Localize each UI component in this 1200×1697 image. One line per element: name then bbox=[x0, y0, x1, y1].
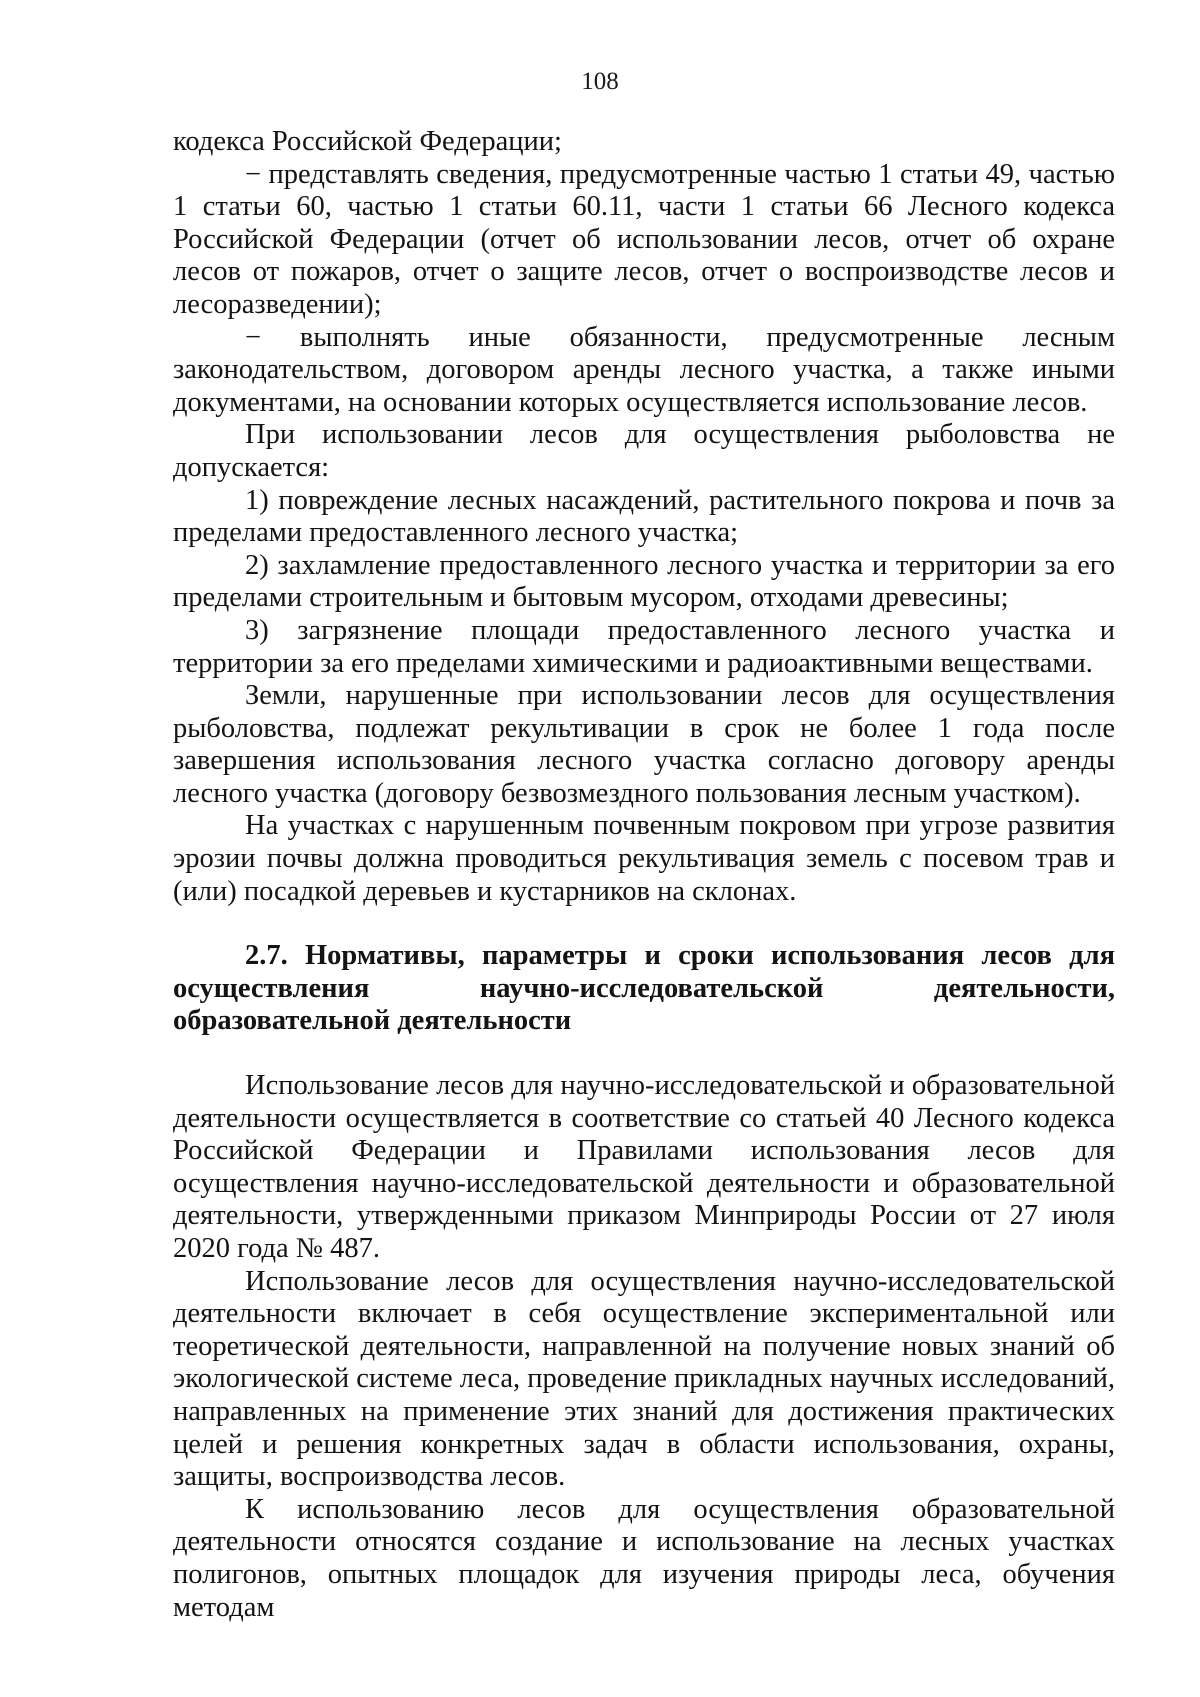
paragraph-fishing-prohibitions: При использовании лесов для осуществления рыболовства не допускается: bbox=[173, 419, 1115, 483]
list-item-littering: 2) захламление предоставленного лесного участка и территории за его пределами строительным и бытовым мусором, отходами древесины; bbox=[173, 549, 1115, 614]
paragraph-research-legal-basis: Использование лесов для научно-исследовательской и образовательной деятельности осуществляется в соответствие со статьей 40 Лесного кодекса Российской Федерации и Правилами использования лесов для осуществления научно-исследовательской деятельности и образовательной деятельности, утвержденными приказом Минприроды России от 27 июля 2020 года № 487. bbox=[173, 1070, 1115, 1264]
paragraph-research-definition: Использование лесов для осуществления научно-исследовательской деятельности включает в себя осуществление экспериментальной или теоретической деятельности, направленной на получение новых знаний об экологической системе леса, проведение прикладных научных исследований, направленных на применение этих знаний для достижения практических целей и решения конкретных задач в области использования, охраны, защиты, воспроизводства лесов. bbox=[173, 1265, 1115, 1493]
list-item-pollution: 3) загрязнение площади предостaвленного лесного участка и территории за его пределами химическими и радиоактивными веществами. bbox=[173, 614, 1115, 679]
page-number: 108 bbox=[581, 68, 619, 95]
paragraph-obligation-reports: − представлять сведения, предусмотренные частью 1 статьи 49, частью 1 статьи 60, частью 1 статьи 60.11, части 1 статьи 66 Лесного кодекса Российской Федерации (отчет об использовании лесов, отчет об охране лесов от пожаров, отчет о защите лесов, отчет о воспроизводстве лесов и лесоразведении); bbox=[173, 158, 1115, 320]
paragraph-obligation-other: − выполнять иные обязанности, предусмотренные лесным законодательством, договором аренды лесного участка, а также иными документами, на основании которых осуществляется использование лесов. bbox=[173, 321, 1115, 418]
paragraph-erosion: На участках с нарушенным почвенным покровом при угрозе развития эрозии почвы должна проводиться рекультивация земель с посевом трав и (или) посадкой деревьев и кустарников на склонах. bbox=[173, 810, 1115, 907]
paragraph-recultivation: Земли, нарушенные при использовании лесов для осуществления рыболовства, подлежат рекультивации в срок не более 1 года после завершения использования лесного участка согласно договору аренды лесного участка (договору безвозмездного пользования лесным участком). bbox=[173, 680, 1115, 809]
page-body bbox=[173, 126, 1115, 1624]
section-heading: 2.7. Нормативы, параметры и сроки использования лесов для осуществления научно-исследовательской деятельности, образовательной деятельности bbox=[173, 940, 1115, 1037]
list-item-damage: 1) повреждение лесных насаждений, растительного покрова и почв за пределами предоставленного лесного участка; bbox=[173, 484, 1115, 549]
paragraph-continuation: кодекса Российской Федерации; bbox=[173, 126, 562, 157]
paragraph-education-definition: К использованию лесов для осуществления образовательной деятельности относятся создание и использование на лесных участках полигонов, опытных площадок для изучения природы леса, обучения методам bbox=[173, 1493, 1115, 1623]
